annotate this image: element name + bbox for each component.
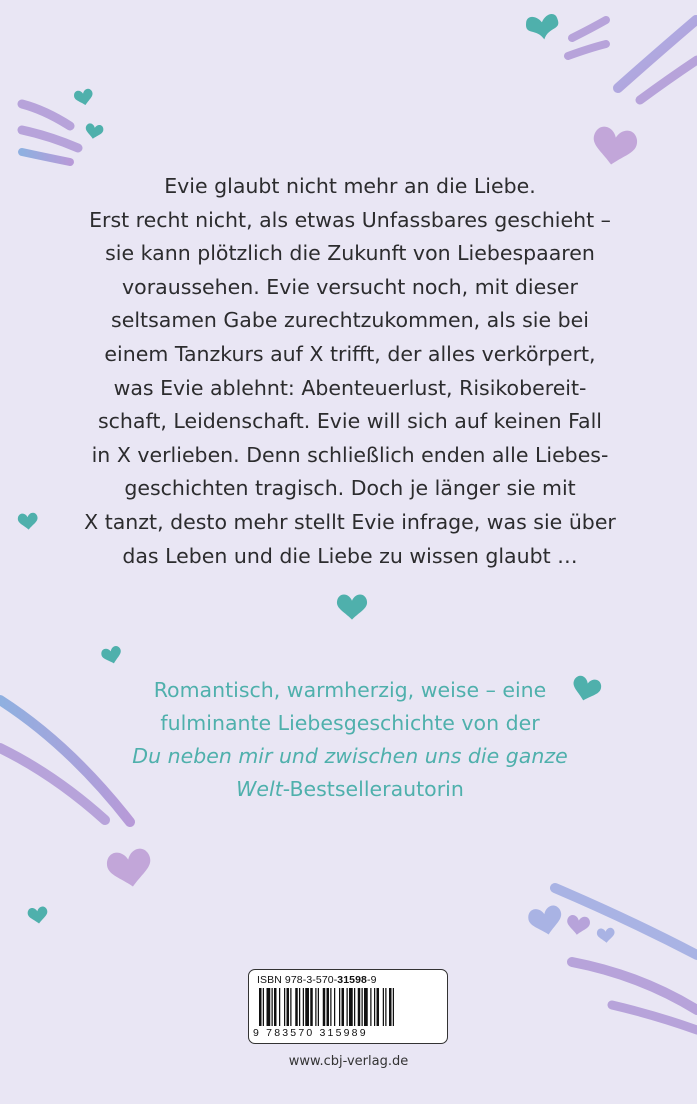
heart-icon bbox=[597, 927, 616, 943]
heart-icon bbox=[105, 847, 154, 890]
heart-icon bbox=[17, 512, 38, 530]
heart-icon bbox=[590, 125, 639, 168]
swoosh-top-left bbox=[22, 104, 78, 162]
heart-icon bbox=[27, 906, 49, 925]
quote-line-rest: -Bestsellerautorin bbox=[282, 777, 464, 801]
swoosh-top-right bbox=[568, 20, 697, 100]
blurb-line: seltsamen Gabe zurechtzukommen, als sie bei bbox=[111, 308, 589, 333]
blurb-line: schaft, Leidenschaft. Evie will sich auf keinen Fall bbox=[97, 409, 602, 434]
heart-icon bbox=[73, 88, 95, 107]
isbn-bold: 31598 bbox=[337, 974, 367, 986]
barcode-bars bbox=[257, 988, 441, 1028]
blurb-line: in X verlieben. Denn schließlich enden alle Liebes- bbox=[91, 442, 609, 467]
swoosh-bottom-right bbox=[555, 888, 697, 1030]
quote-line bbox=[100, 773, 600, 806]
blurb-line: Erst recht nicht, als etwas Unfassbares geschieht – bbox=[89, 207, 611, 232]
publisher-url: www.cbj-verlag.de bbox=[288, 1054, 409, 1069]
blurb-line: X tanzt, desto mehr stellt Evie infrage, was sie über bbox=[84, 509, 616, 534]
blurb-line: Evie glaubt nicht mehr an die Liebe. bbox=[164, 174, 536, 198]
blurb-line: geschichten tragisch. Doch je länger sie mit bbox=[124, 476, 576, 501]
isbn-prefix: ISBN 978-3-570- bbox=[257, 974, 338, 986]
quote-line: Romantisch, warmherzig, weise – eine bbox=[153, 678, 547, 702]
quote-line: fulminante Liebesgeschichte von der bbox=[160, 711, 540, 735]
blurb-line: was Evie ablehnt: Abenteuerlust, Risikobereit- bbox=[113, 375, 587, 400]
blurb-line: das Leben und die Liebe zu wissen glaubt … bbox=[122, 543, 578, 568]
isbn-barcode bbox=[248, 969, 448, 1044]
heart-icon bbox=[525, 13, 561, 41]
heart-icon bbox=[527, 904, 565, 938]
blurb-text bbox=[60, 170, 640, 573]
heart-icon bbox=[100, 645, 123, 666]
heart-icon bbox=[337, 595, 367, 620]
heart-icon bbox=[565, 914, 590, 936]
heart-icon bbox=[84, 123, 104, 141]
barcode-digits: 9 783570 315989 bbox=[253, 1027, 368, 1039]
blurb-line: einem Tanzkurs auf X trifft, der alles verkörpert, bbox=[104, 341, 596, 366]
quote-line-title: Du neben mir und zwischen uns die ganze bbox=[132, 744, 568, 768]
blurb-line: sie kann plötzlich die Zukunft von Liebespaaren bbox=[105, 241, 595, 266]
isbn-suffix: -9 bbox=[367, 974, 377, 986]
isbn-label bbox=[257, 974, 377, 986]
review-quote bbox=[100, 674, 600, 806]
quote-title-end: Welt bbox=[236, 777, 283, 801]
blurb-line: voraussehen. Evie versucht noch, mit dieser bbox=[122, 274, 578, 299]
